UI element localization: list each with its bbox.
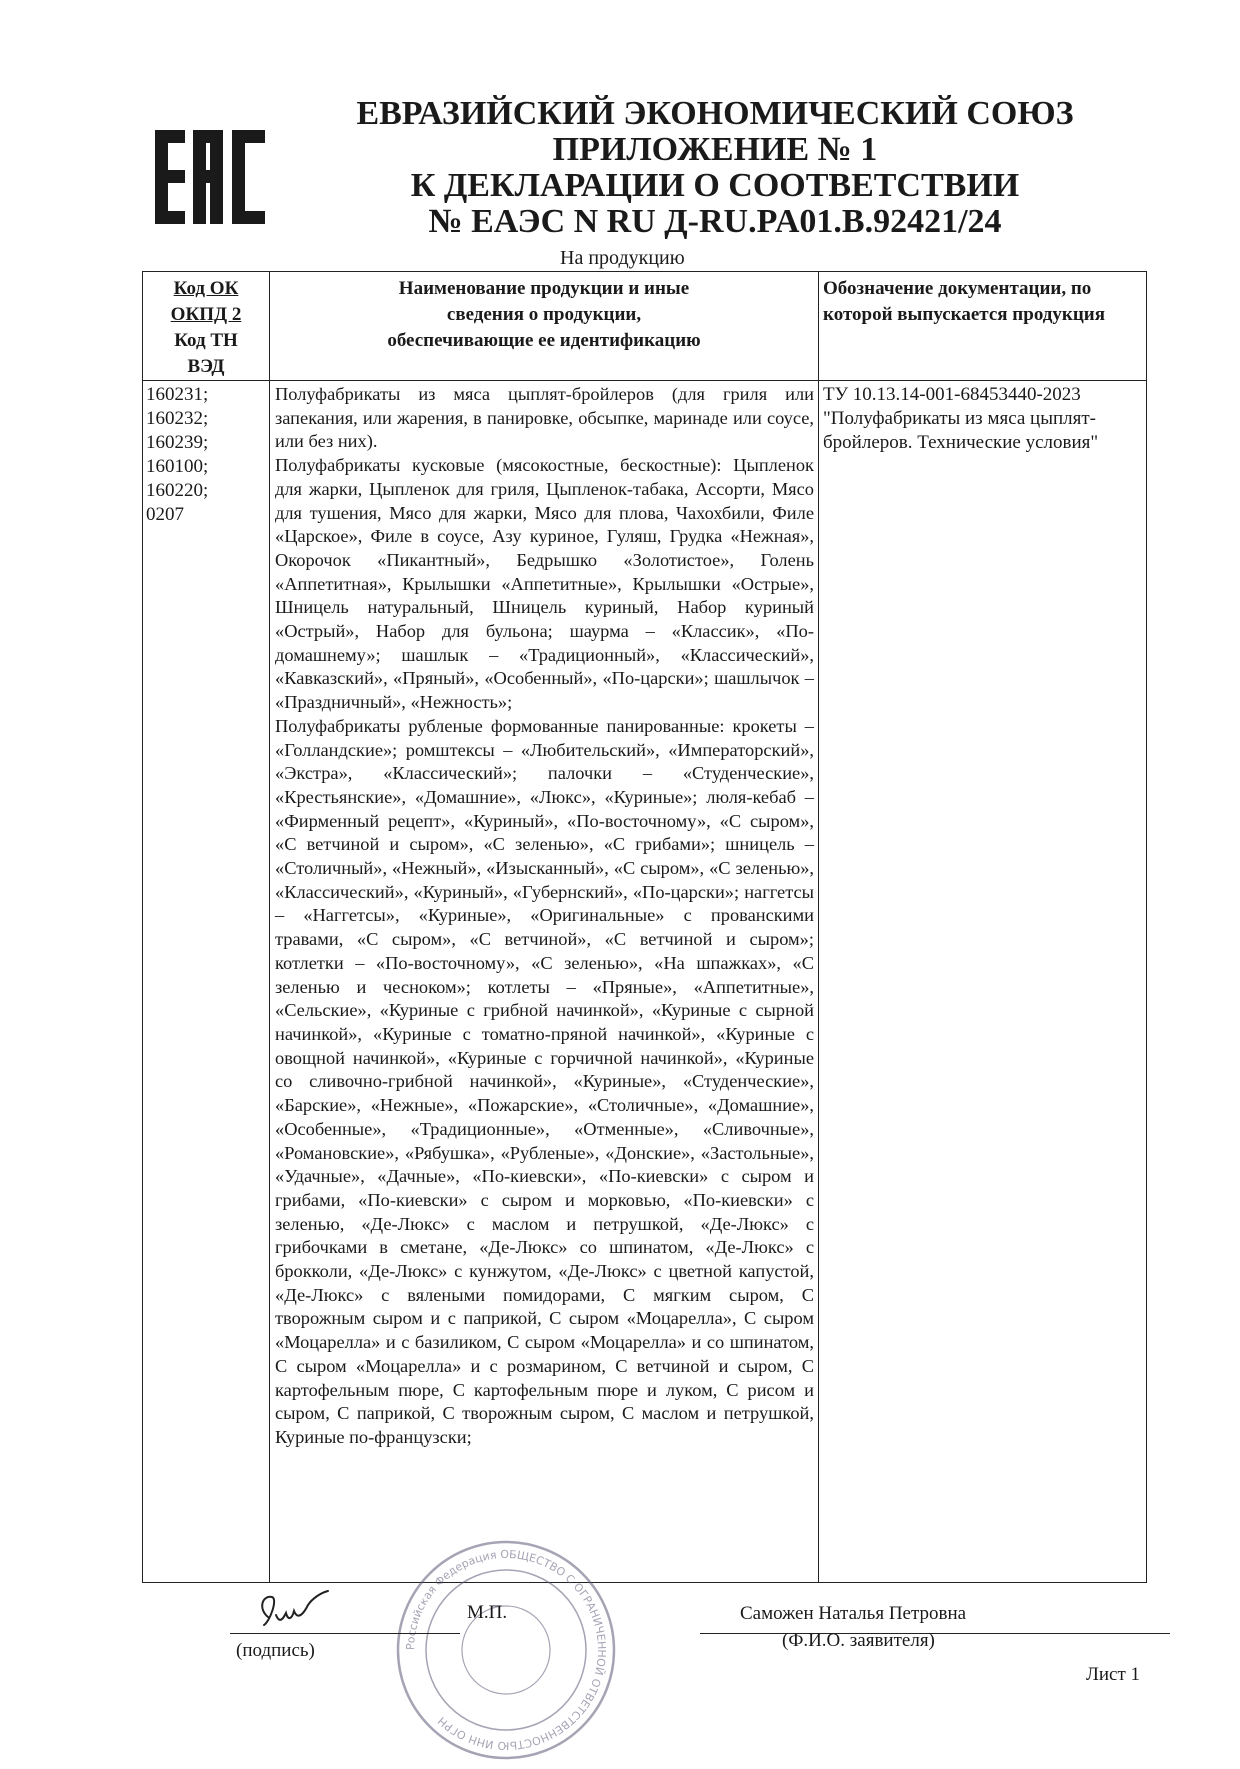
product-description-cell bbox=[275, 383, 814, 1450]
header-codes-line: Код ОК bbox=[173, 278, 239, 299]
codes-cell bbox=[146, 383, 266, 527]
document-header bbox=[300, 96, 1130, 240]
fio-caption: (Ф.И.О. заявителя) bbox=[782, 1630, 935, 1651]
svg-text:Российская Федерация ОБЩЕСТВО: Российская Федерация ОБЩЕСТВО С ОГРАНИЧЕННОЙ ОТВЕТСТВЕННОСТЬЮ ИНН ОГРН bbox=[403, 1547, 609, 1753]
applicant-name: Саможен Наталья Петровна bbox=[740, 1603, 967, 1624]
signature-caption: (подпись) bbox=[236, 1640, 315, 1661]
applicant-name-line bbox=[700, 1633, 1170, 1634]
stamp-place-label: М.П. bbox=[467, 1602, 508, 1623]
description-paragraph: Полуфабрикаты рубленые формованные панированные: крокеты – «Голландские»; ромштексы – «Любительский», «Императорский», «Экстра», «Классический»; палочки – «Студенческие», «Крестьянские», «Домашние», «Люкс», «Куриные»; люля-кебаб – «Фирменный рецепт», «Куриный», «По-восточному», «С сыром», «С ветчиной и сыром», «С зеленью», «С грибами»; шницель – «Столичный», «Нежный», «Изысканный», «С сыром», «С зеленью», «Классический», «Куриный», «Губернский», «По-царски»; наггетсы – «Наггетсы», «Куриные», «Оригинальные» с прованскими травами, «С сыром», «С ветчиной», «С ветчиной и сыром»; котлетки – «По-восточному», «С зеленью», «На шпажках», «С зеленью и чесноком»; котлеты – «Пряные», «Аппетитные», «Сельские», «Куриные с грибной начинкой», «Куриные с сырной начинкой», «Куриные с томатно-пряной начинкой», «Куриные с овощной начинкой», «Куриные с горчичной начинкой», «Куриные со сливочно-грибной начинкой», «Куриные», «Студенческие», «Барские», «Нежные», «Пожарские», «Столичные», «Домашние», «Особенные», «Традиционные», «Отменные», «Сливочные», «Романовские», «Рябушка», «Рубленые», «Донские», «Застольные», «Удачные», «Дачные», «По-киевски», «По-киевски» с сыром и грибами, «По-киевски» с сыром и морковью, «По-киевски» с зеленью, «Де-Люкс» с маслом и петрушкой, «Де-Люкс» с грибочками в сметане, «Де-Люкс» со шпинатом, «Де-Люкс» с брокколи, «Де-Люкс» с кунжутом, «Де-Люкс» с цветной капустой, «Де-Люкс» с вялеными помидорами, С мягким сыром, С творожным сыром и с паприкой, С сыром «Моцарелла», С сыром «Моцарелла» и с базиликом, С сыром «Моцарелла» и со шпинатом, С сыром «Моцарелла» и с розмарином, С ветчиной и сыром, С картофельным пюре, С картофельным пюре и луком, С рисом и сыром, С паприкой, С творожным сыром, С маслом и петрушкой, Куриные по-французски; bbox=[275, 715, 814, 1447]
header-product-line: обеспечивающие ее идентификацию bbox=[387, 330, 701, 351]
header-codes bbox=[143, 276, 269, 380]
documentation-line: "Полуфабрикаты из мяса цыплят- bbox=[823, 408, 1097, 429]
union-title: ЕВРАЗИЙСКИЙ ЭКОНОМИЧЕСКИЙ СОЮЗ bbox=[356, 95, 1074, 132]
seal-stamp bbox=[392, 1536, 620, 1764]
header-doc-line: Обозначение документации, по bbox=[823, 278, 1092, 299]
header-product-line: Наименование продукции и иные bbox=[398, 278, 690, 299]
description-paragraph: Полуфабрикаты из мяса цыплят-бройлеров (для гриля или запекания, или жарения, в панировке, обсыпке, маринаде или соусе, или без них). bbox=[275, 384, 814, 452]
column-divider bbox=[269, 272, 270, 1582]
code-item: 160239; bbox=[146, 432, 209, 453]
eac-mark-icon bbox=[155, 130, 265, 224]
code-item: 160100; bbox=[146, 456, 209, 477]
header-doc-line: которой выпускается продукция bbox=[823, 304, 1106, 325]
header-product-name bbox=[270, 276, 818, 354]
documentation-line: ТУ 10.13.14-001-68453440-2023 bbox=[823, 384, 1081, 405]
header-product-line: сведения о продукции, bbox=[446, 304, 642, 325]
appendix-title: ПРИЛОЖЕНИЕ № 1 bbox=[552, 131, 878, 168]
header-documentation bbox=[823, 276, 1143, 328]
declaration-title: К ДЕКЛАРАЦИИ О СООТВЕТСТВИИ bbox=[410, 167, 1020, 204]
signature-icon bbox=[248, 1587, 338, 1637]
signature-line bbox=[230, 1633, 460, 1634]
header-divider bbox=[143, 380, 1146, 381]
documentation-line: бройлеров. Технические условия" bbox=[823, 432, 1099, 453]
code-item: 160220; bbox=[146, 480, 209, 501]
description-paragraph: Полуфабрикаты кусковые (мясокостные, бескостные): Цыпленок для жарки, Цыпленок для гриля, Цыпленок-табака, Ассорти, Мясо для тушения, Мясо для жарки, Мясо для плова, Чахохбили, Филе «Царское», Филе в соусе, Азу куриное, Гуляш, Грудка «Нежная», Окорочок «Пикантный», Бедрышко «Золотистое», Голень «Аппетитная», Крылышки «Аппетитные», Крылышки «Острые», Шницель натуральный, Шницель куриный, Набор куриный «Острый», Набор для бульона; шаурма – «Классик», «По-домашнему»; шашлык – «Традиционный», «Классический», «Кавказский», «Пряный», «Особенный», «По-царски»; шашлычок – «Праздничный», «Нежность»; bbox=[275, 455, 814, 713]
header-codes-line: ОКПД 2 bbox=[170, 304, 242, 325]
code-item: 160231; bbox=[146, 384, 209, 405]
column-divider bbox=[818, 272, 819, 1582]
documentation-cell bbox=[823, 383, 1143, 455]
handwritten-signature bbox=[248, 1587, 338, 1637]
header-codes-line: ВЭД bbox=[187, 356, 225, 377]
code-item: 0207 bbox=[146, 504, 184, 525]
round-seal-icon bbox=[392, 1536, 620, 1764]
sheet-number: Лист 1 bbox=[1086, 1664, 1141, 1685]
declaration-number: № ЕАЭС N RU Д-RU.PA01.B.92421/24 bbox=[428, 203, 1002, 240]
products-table bbox=[142, 271, 1147, 1583]
code-item: 160232; bbox=[146, 408, 209, 429]
eac-logo bbox=[155, 130, 265, 224]
subtitle: На продукцию bbox=[560, 247, 685, 269]
header-codes-line: Код ТН bbox=[174, 330, 238, 351]
